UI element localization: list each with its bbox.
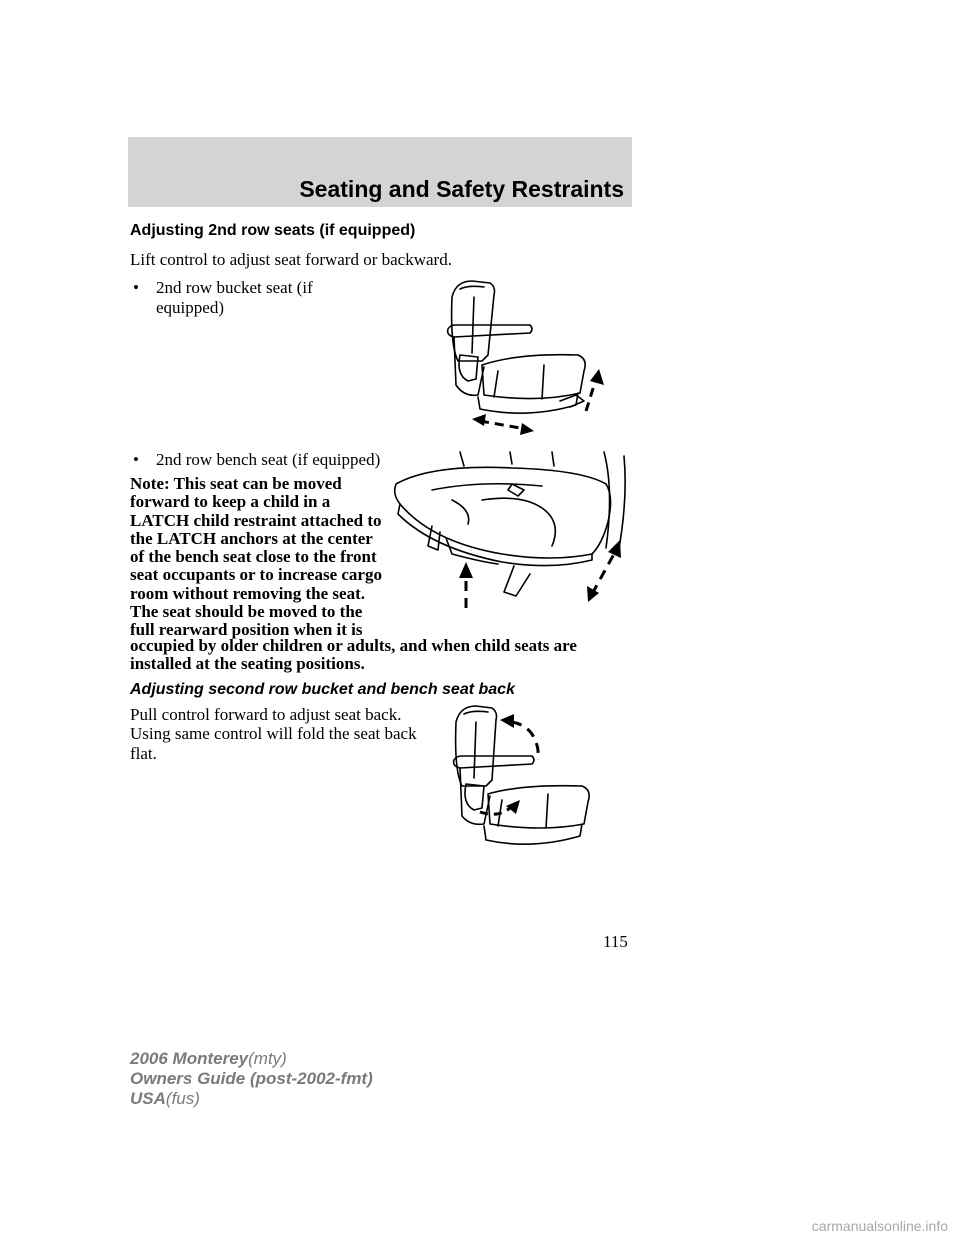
footer-model: 2006 Monterey — [130, 1049, 249, 1068]
recline-seat-figure — [452, 704, 612, 859]
footer-model-code: (mty) — [248, 1049, 287, 1068]
subheading-seat-back: Adjusting second row bucket and bench seat back — [130, 681, 515, 698]
seat-back-paragraph: Pull control forward to adjust seat back. Using same control will fold the seat back flat. — [130, 705, 417, 763]
fore-aft-arrow — [480, 421, 526, 429]
latch-note-continued: occupied by older children or adults, and when child seats are installed at the seating positions. — [130, 636, 577, 674]
section-header-band — [128, 137, 632, 207]
footer-market-code: (fus) — [165, 1089, 200, 1108]
bullet-bench-seat: 2nd row bench seat (if equipped) — [156, 450, 381, 469]
footer-guide: Owners Guide (post-2002-fmt) — [130, 1069, 373, 1088]
bullet-bucket-seat-line-2: equipped) — [156, 298, 224, 317]
section-title: Seating and Safety Restraints — [299, 176, 624, 202]
bucket-seat-figure — [438, 275, 618, 435]
bullet-marker: • — [133, 278, 139, 297]
intro-paragraph: Lift control to adjust seat forward or backward. — [130, 250, 452, 269]
bullet-marker: • — [133, 450, 139, 469]
latch-note: Note: This seat can be moved forward to keep a child in a LATCH child restraint attached to the LATCH anchors at the center of the bench seat close to the front seat occupants or to increase cargo room without removing the seat. The seat should be moved to the full rearward position when it is — [130, 474, 382, 640]
subheading-adjusting-2nd-row: Adjusting 2nd row seats (if equipped) — [130, 222, 416, 239]
footer-market: USA — [130, 1089, 166, 1108]
watermark-text: carmanualsonline.info — [811, 1218, 948, 1234]
fore-aft-arrow — [592, 554, 614, 594]
page-number: 115 — [603, 932, 628, 951]
bullet-bucket-seat-line-1: 2nd row bucket seat (if — [156, 278, 313, 297]
bench-seat-figure — [392, 450, 632, 610]
document-footer — [130, 1049, 373, 1109]
lift-arrow — [586, 379, 596, 411]
recline-arrow — [512, 722, 538, 760]
control-arrow — [480, 808, 510, 814]
